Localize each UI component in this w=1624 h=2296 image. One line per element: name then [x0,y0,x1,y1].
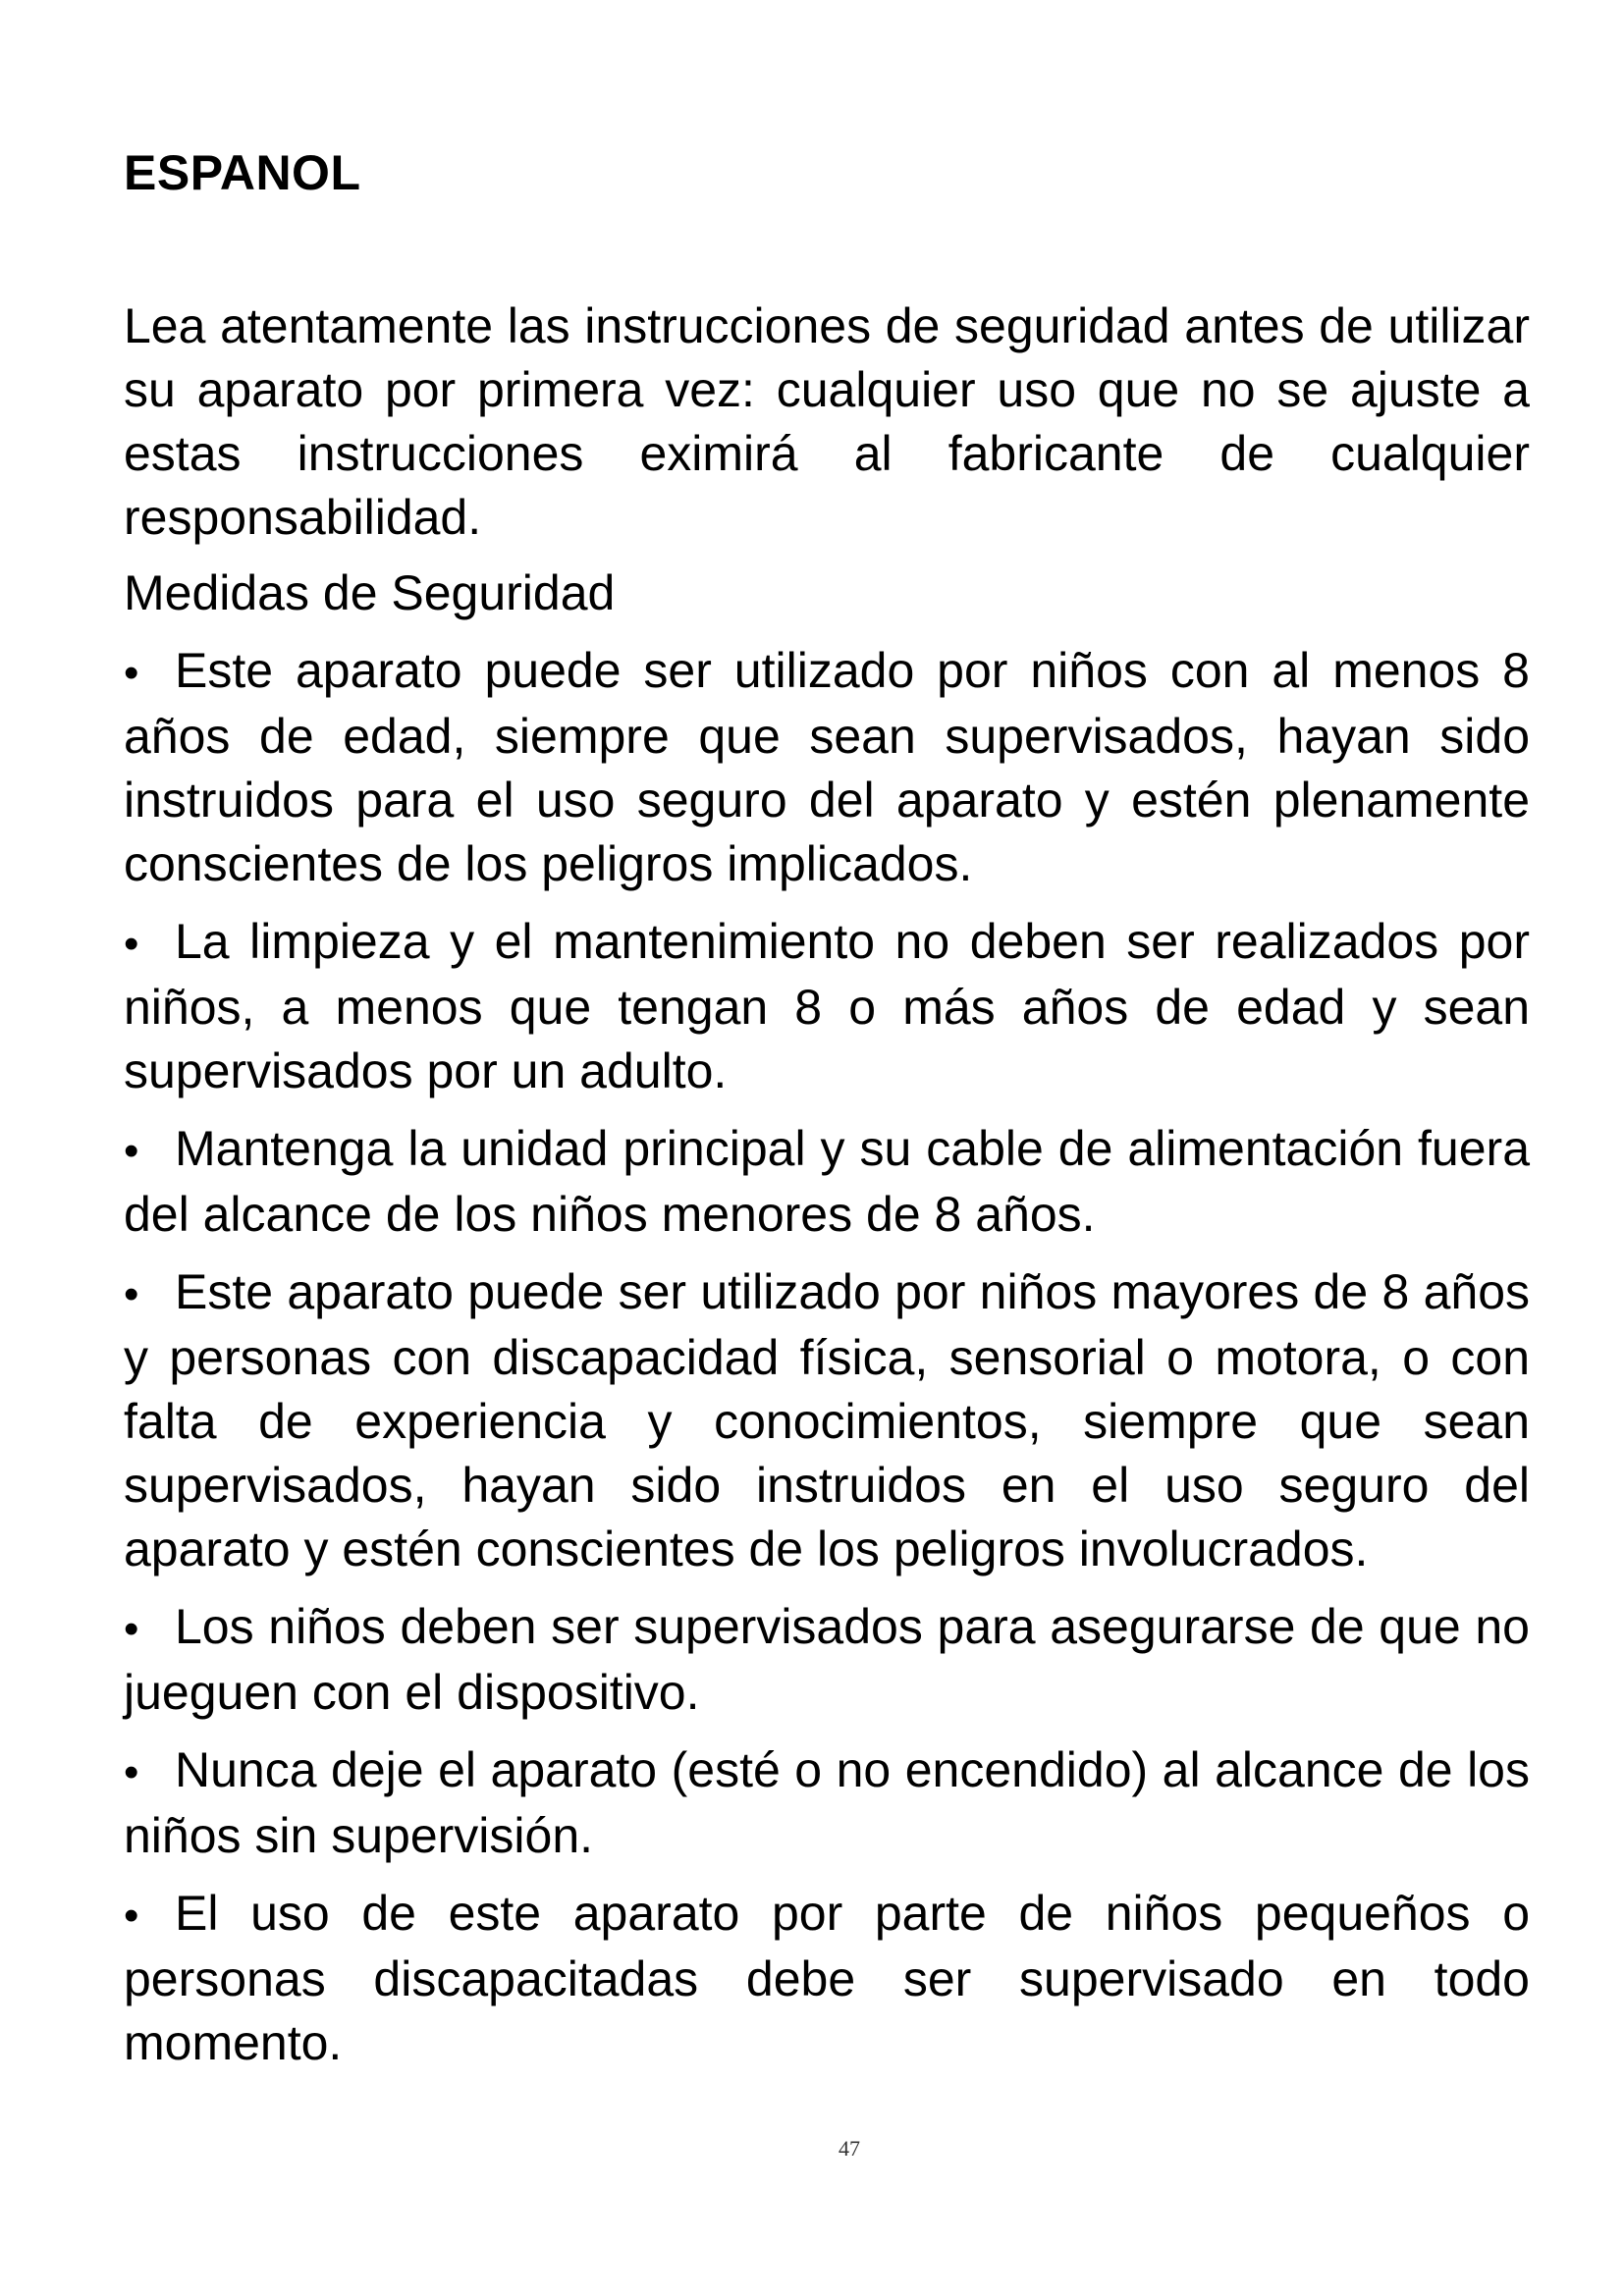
list-item [124,1738,1530,1868]
list-item [124,1595,1530,1725]
list-item [124,1260,1530,1581]
list-item [124,1882,1530,2075]
list-item [124,1117,1530,1247]
bullet-icon: • [124,1127,139,1175]
bullet-icon: • [124,1605,139,1653]
page-number: 47 [839,2136,860,2161]
bullet-icon: • [124,920,139,968]
intro-paragraph: Lea atentamente las instrucciones de seguridad antes de utilizar su aparato por primera vez: cualquier uso que no se ajuste a estas instrucciones eximirá al fabricante de cualquier responsabilidad. [124,298,1530,545]
bullet-icon: • [124,1270,139,1318]
list-item [124,639,1530,896]
section-subheading: Medidas de Seguridad [124,565,616,620]
list-item-text: Nunca deje el aparato (esté o no encendido) al alcance de los niños sin supervisión. [124,1742,1530,1863]
list-item [124,910,1530,1103]
page-heading: ESPANOL [124,145,361,200]
list-item-text: Los niños deben ser supervisados para asegurarse de que no jueguen con el dispositivo. [124,1599,1530,1720]
list-item-text: Mantenga la unidad principal y su cable de alimentación fuera del alcance de los niños menores de 8 años. [124,1121,1530,1242]
list-item-text: Este aparato puede ser utilizado por niños mayores de 8 años y personas con discapacidad física, sensorial o motora, o con falta de experiencia y conocimientos, siempre que sean supervisados, hayan sido instruidos en el uso seguro del aparato y estén conscientes de los peligros involucrados. [124,1264,1530,1576]
bullet-icon: • [124,649,139,697]
page-content [124,294,1530,2089]
bullet-icon: • [124,1748,139,1796]
bullet-icon: • [124,1892,139,1940]
list-item-text: El uso de este aparato por parte de niños pequeños o personas discapacitadas debe ser supervisado en todo momento. [124,1886,1530,2070]
list-item-text: La limpieza y el mantenimiento no deben ser realizados por niños, a menos que tengan 8 o más años de edad y sean supervisados por un adulto. [124,914,1530,1098]
list-item-text: Este aparato puede ser utilizado por niños con al menos 8 años de edad, siempre que sean supervisados, hayan sido instruidos para el uso seguro del aparato y estén plenamente conscientes de los peligros implicados. [124,643,1530,891]
